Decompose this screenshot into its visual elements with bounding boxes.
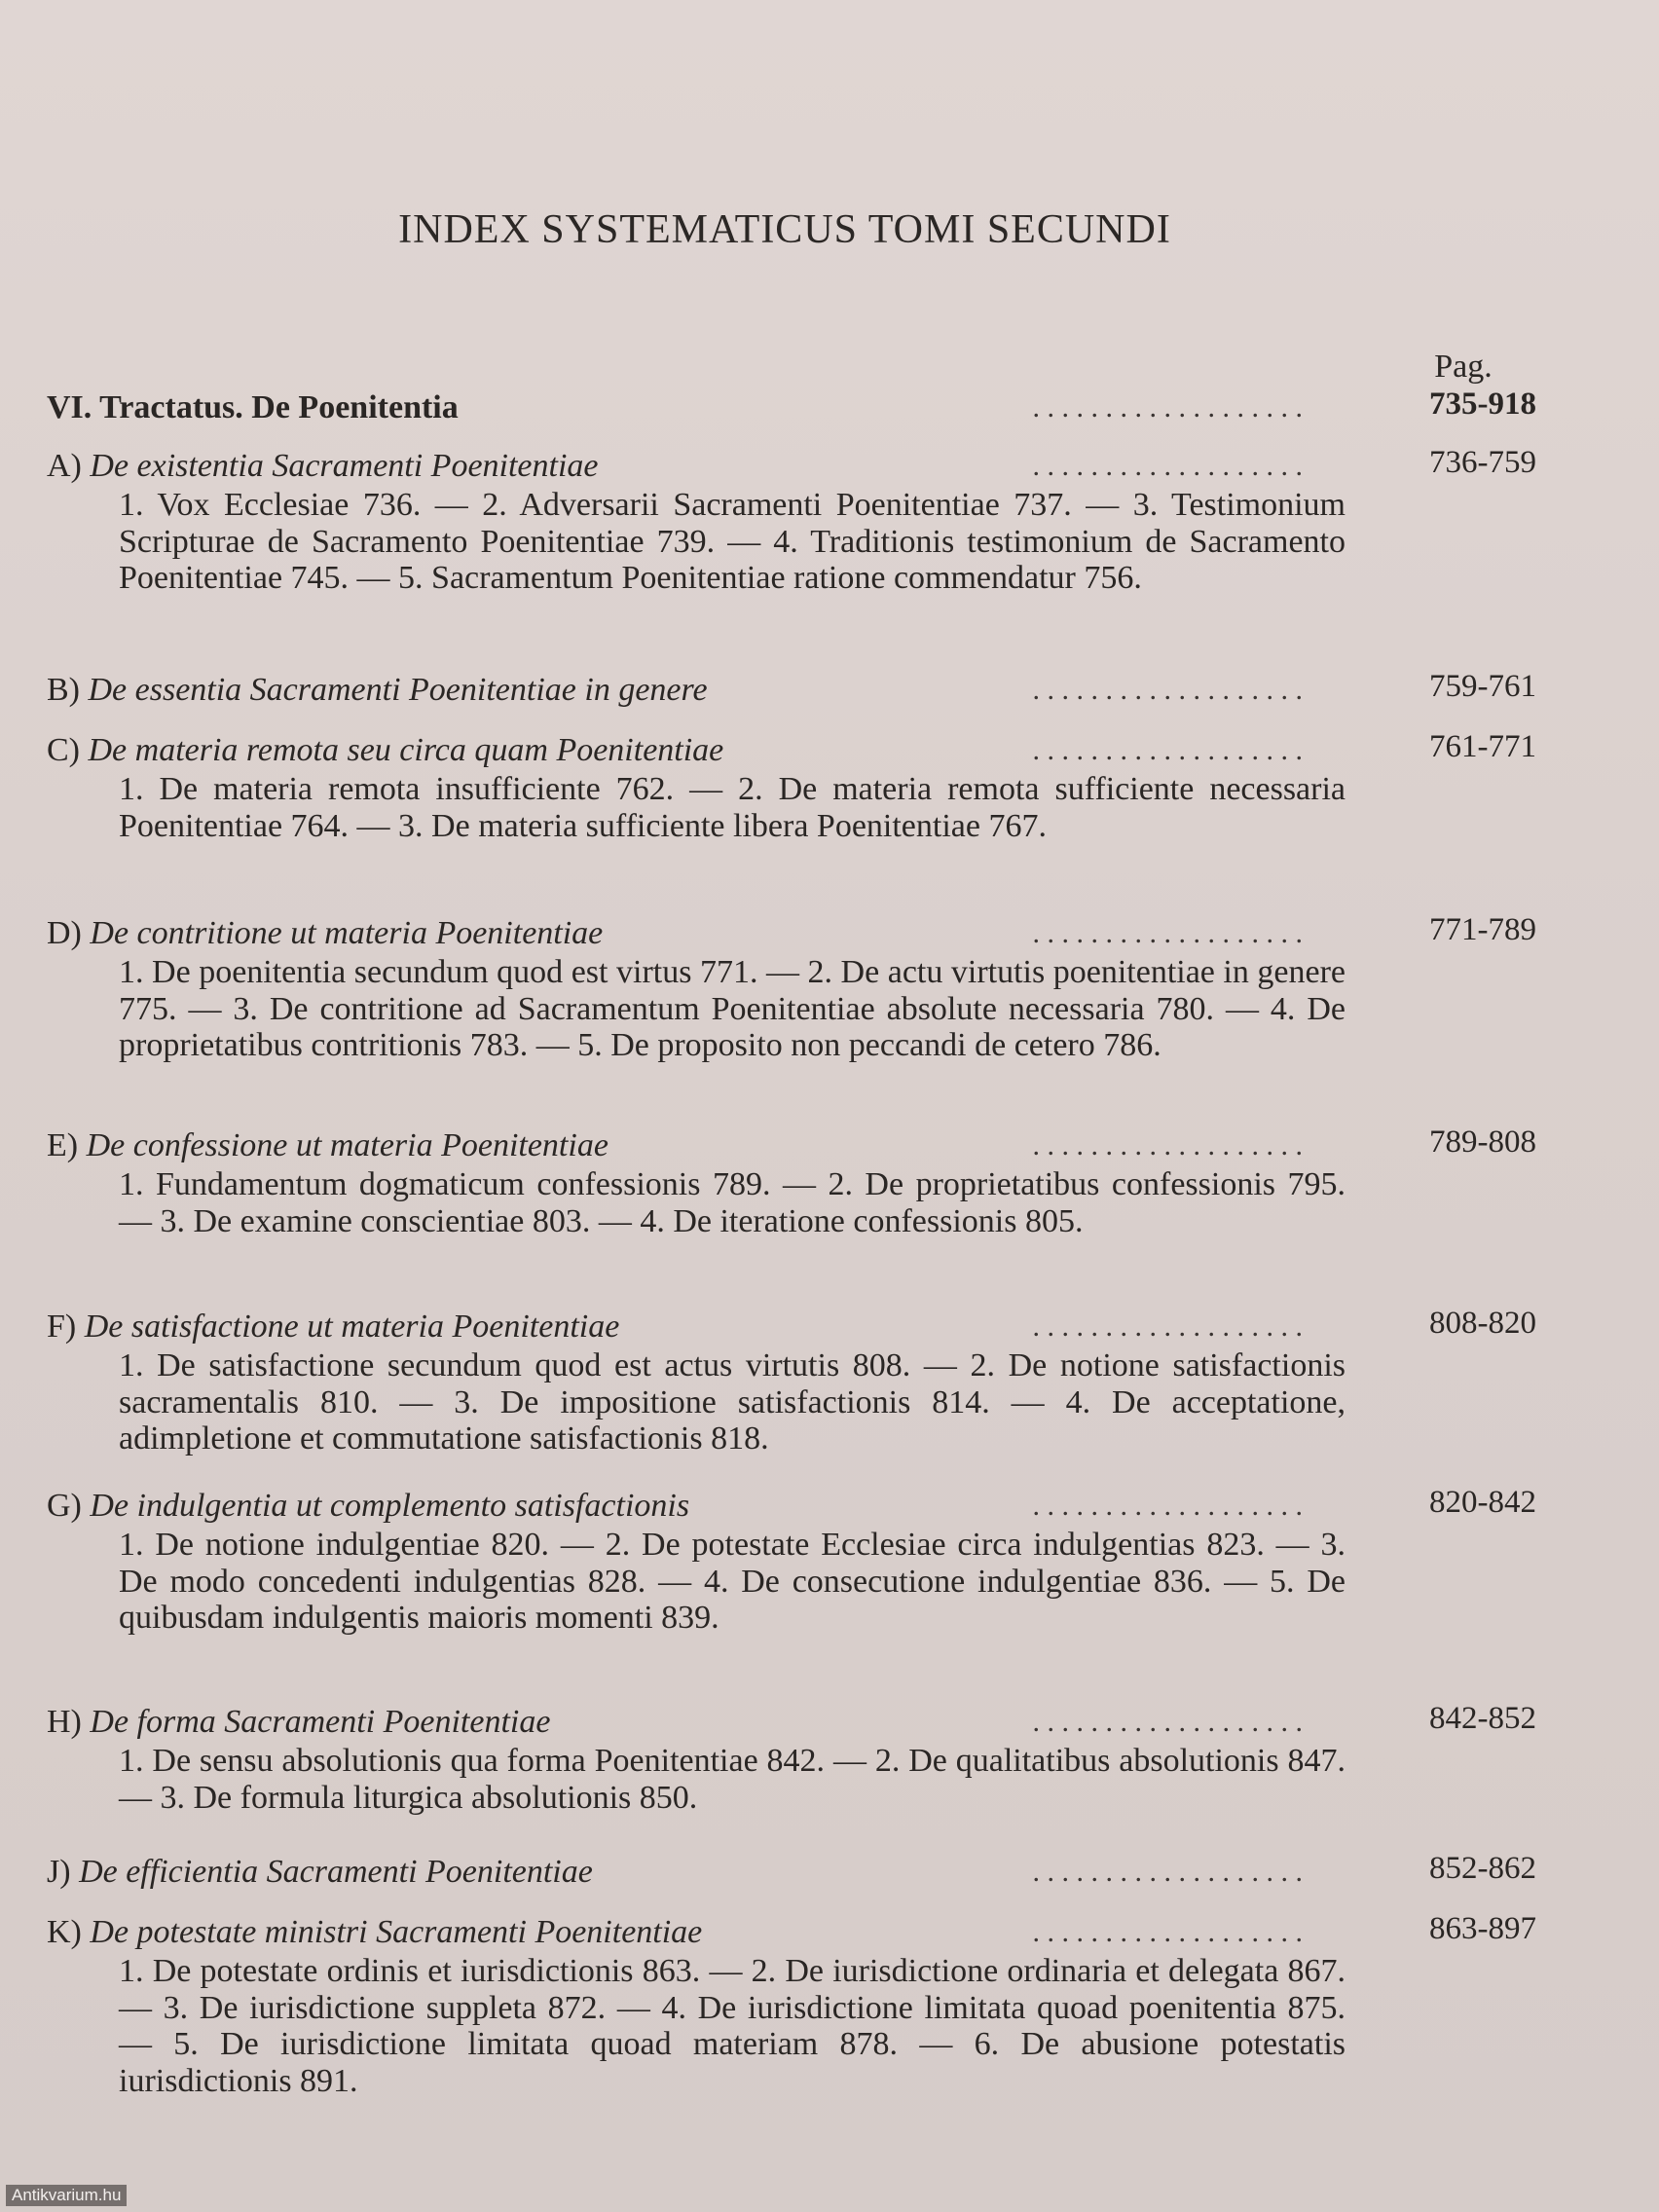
tractatus-pages: 735-918 [1429, 387, 1536, 422]
section-b [47, 668, 1536, 713]
section-letter: B) [47, 672, 80, 708]
section-pages: 863-897 [1429, 1911, 1536, 1946]
section-pages: 852-862 [1429, 1851, 1536, 1886]
section-heading: De efficientia Sacramenti Poenitentiae [79, 1854, 593, 1890]
leader-dots: . . . . . . . . . . . . . . . . . . . [1032, 1706, 1303, 1738]
section-pages: 808-820 [1429, 1306, 1536, 1341]
section-a [47, 444, 1536, 597]
section-body: 1. De materia remota insufficiente 762. — 2. De materia remota sufficiente necessaria Poenitentiae 764. — 3. De materia sufficiente libera Poenitentiae 767. [119, 771, 1346, 844]
tractatus-heading: VI. Tractatus. De Poenitentia [47, 389, 459, 425]
section-heading: De essentia Sacramenti Poenitentiae in genere [88, 672, 708, 708]
section-pages: 761-771 [1429, 729, 1536, 764]
section-body: 1. De potestate ordinis et iurisdictionis 863. — 2. De iurisdictione ordinaria et delegata 867. — 3. De iurisdictione suppleta 872. — 4. De iurisdictione limitata quoad poenitentia 875. — 5. De iurisdictione limitata quoad materiam 878. — 6. De abusione potestatis iurisdictionis 891. [119, 1953, 1346, 2099]
section-heading: De materia remota seu circa quam Poenitentiae [88, 732, 724, 768]
leader-dots: . . . . . . . . . . . . . . . . . . . [1032, 674, 1303, 706]
section-letter: J) [47, 1854, 71, 1890]
section-pages: 736-759 [1429, 445, 1536, 480]
section-h [47, 1700, 1536, 1816]
section-heading: De confessione ut materia Poenitentiae [86, 1127, 608, 1163]
section-heading: De satisfactione ut materia Poenitentiae [84, 1309, 620, 1345]
section-letter: H) [47, 1704, 82, 1740]
section-heading: De existentia Sacramenti Poenitentiae [90, 448, 599, 484]
watermark: Antikvarium.hu [6, 2185, 127, 2206]
section-pages: 789-808 [1429, 1124, 1536, 1160]
leader-dots: . . . . . . . . . . . . . . . . . . . [1032, 1129, 1303, 1161]
section-g [47, 1484, 1536, 1637]
section-body: 1. De notione indulgentiae 820. — 2. De potestate Ecclesiae circa indulgentias 823. — 3. De modo concedenti indulgentias 828. — 4. De consecutione indulgentiae 836. — 5. De quibusdam indulgentis maioris momenti 839. [119, 1527, 1346, 1636]
leader-dots: . . . . . . . . . . . . . . . . . . . [1032, 1916, 1303, 1948]
section-heading: De contritione ut materia Poenitentiae [90, 915, 604, 951]
leader-dots: . . . . . . . . . . . . . . . . . . . [1032, 391, 1303, 424]
section-pages: 759-761 [1429, 669, 1536, 704]
section-letter: K) [47, 1914, 82, 1950]
section-letter: G) [47, 1488, 82, 1524]
section-f [47, 1305, 1536, 1457]
section-letter: E) [47, 1127, 79, 1163]
page-column-label: Pag. [1434, 349, 1493, 385]
section-heading: De potestate ministri Sacramenti Poenitentiae [90, 1914, 703, 1950]
leader-dots: . . . . . . . . . . . . . . . . . . . [1032, 734, 1303, 766]
section-letter: F) [47, 1309, 77, 1345]
section-body: 1. Fundamentum dogmaticum confessionis 789. — 2. De proprietatibus confessionis 795. — 3. De examine conscientiae 803. — 4. De iteratione confessionis 805. [119, 1166, 1346, 1239]
section-pages: 771-789 [1429, 912, 1536, 947]
tractatus-entry [47, 386, 1536, 430]
leader-dots: . . . . . . . . . . . . . . . . . . . [1032, 1490, 1303, 1522]
section-e [47, 1124, 1536, 1239]
section-body: 1. De sensu absolutionis qua forma Poenitentiae 842. — 2. De qualitatibus absolutionis 847. — 3. De formula liturgica absolutionis 850. [119, 1743, 1346, 1816]
section-letter: A) [47, 448, 82, 484]
section-c [47, 728, 1536, 844]
section-pages: 842-852 [1429, 1701, 1536, 1736]
leader-dots: . . . . . . . . . . . . . . . . . . . [1032, 1310, 1303, 1343]
leader-dots: . . . . . . . . . . . . . . . . . . . [1032, 450, 1303, 482]
leader-dots: . . . . . . . . . . . . . . . . . . . [1032, 1856, 1303, 1888]
section-letter: C) [47, 732, 80, 768]
section-k [47, 1910, 1536, 2099]
leader-dots: . . . . . . . . . . . . . . . . . . . [1032, 917, 1303, 949]
section-heading: De indulgentia ut complemento satisfactionis [90, 1488, 690, 1524]
section-d [47, 911, 1536, 1064]
section-heading: De forma Sacramenti Poenitentiae [90, 1704, 551, 1740]
section-body: 1. De poenitentia secundum quod est virtus 771. — 2. De actu virtutis poenitentiae in genere 775. — 3. De contritione ad Sacramentum Poenitentiae absolute necessaria 780. — 4. De proprietatibus contritionis 783. — 5. De proposito non peccandi de cetero 786. [119, 954, 1346, 1063]
section-body: 1. Vox Ecclesiae 736. — 2. Adversarii Sacramenti Poenitentiae 737. — 3. Testimonium Scripturae de Sacramento Poenitentiae 739. — 4. Traditionis testimonium de Sacramento Poenitentiae 745. — 5. Sacramentum Poenitentiae ratione commendatur 756. [119, 487, 1346, 596]
page-title: INDEX SYSTEMATICUS TOMI SECUNDI [398, 207, 1171, 252]
section-pages: 820-842 [1429, 1485, 1536, 1520]
section-body: 1. De satisfactione secundum quod est actus virtutis 808. — 2. De notione satisfactionis sacramentalis 810. — 3. De impositione satisfactionis 814. — 4. De acceptatione, adimpletione et commutatione satisfactionis 818. [119, 1347, 1346, 1456]
section-j [47, 1850, 1536, 1895]
section-letter: D) [47, 915, 82, 951]
